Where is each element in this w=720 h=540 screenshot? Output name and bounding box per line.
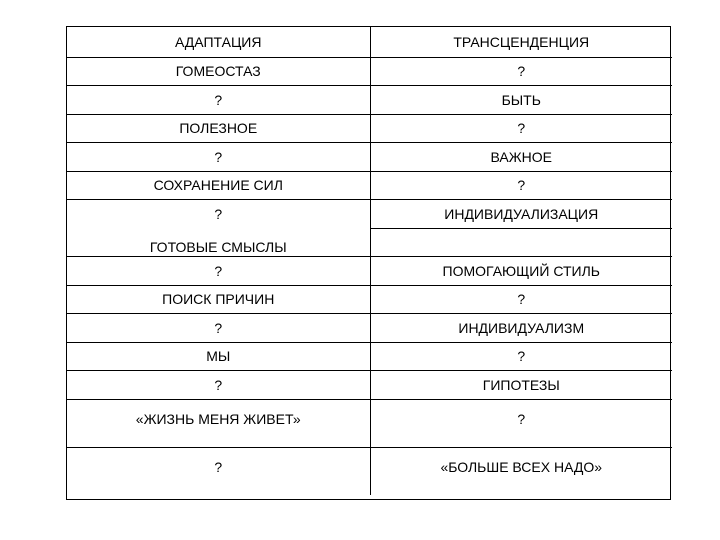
table-cell: ?: [370, 171, 672, 200]
table-cell: ?: [370, 399, 672, 447]
table-cell: ПОМОГАЮЩИЙ СТИЛЬ: [370, 257, 672, 286]
table-cell: ПОИСК ПРИЧИН: [67, 285, 370, 314]
table-header-row: [67, 27, 672, 57]
table-row: [67, 143, 672, 172]
table-row: [67, 86, 672, 115]
table-cell: ?: [67, 447, 370, 495]
table-row: [67, 371, 672, 400]
table-row: [67, 257, 672, 286]
table-row: [67, 314, 672, 343]
table-cell: ?: [370, 285, 672, 314]
table-cell: «ЖИЗНЬ МЕНЯ ЖИВЕТ»: [67, 399, 370, 447]
table-cell: ?: [67, 257, 370, 286]
table-cell: ?: [370, 342, 672, 371]
table-cell: ?: [67, 371, 370, 400]
table-cell: ИНДИВИДУАЛИЗАЦИЯ: [370, 200, 672, 229]
table-cell: МЫ: [67, 342, 370, 371]
header-adaptation: АДАПТАЦИЯ: [67, 27, 370, 57]
table-cell: ?: [370, 114, 672, 143]
table-row: [67, 171, 672, 200]
table-cell: [370, 228, 672, 257]
table-row: [67, 285, 672, 314]
table-cell: ?: [67, 143, 370, 172]
table-cell: ?: [370, 57, 672, 86]
table-cell: ?: [67, 200, 370, 229]
table-row: [67, 228, 672, 257]
comparison-table: [67, 27, 672, 495]
table-cell: ГИПОТЕЗЫ: [370, 371, 672, 400]
table-cell: «БОЛЬШЕ ВСЕХ НАДО»: [370, 447, 672, 495]
table-row: [67, 114, 672, 143]
table-row: [67, 447, 672, 495]
table-cell: СОХРАНЕНИЕ СИЛ: [67, 171, 370, 200]
table-cell: ГОТОВЫЕ СМЫСЛЫ: [67, 228, 370, 257]
table-cell: ИНДИВИДУАЛИЗМ: [370, 314, 672, 343]
comparison-table-frame: [66, 26, 671, 500]
table-cell: ?: [67, 86, 370, 115]
table-cell: ВАЖНОЕ: [370, 143, 672, 172]
table-cell: ?: [67, 314, 370, 343]
table-cell: ПОЛЕЗНОЕ: [67, 114, 370, 143]
header-transcendence: ТРАНСЦЕНДЕНЦИЯ: [370, 27, 672, 57]
table-cell: ГОМЕОСТАЗ: [67, 57, 370, 86]
table-row: [67, 342, 672, 371]
table-cell: БЫТЬ: [370, 86, 672, 115]
table-row: [67, 200, 672, 229]
table-row: [67, 399, 672, 447]
table-row: [67, 57, 672, 86]
